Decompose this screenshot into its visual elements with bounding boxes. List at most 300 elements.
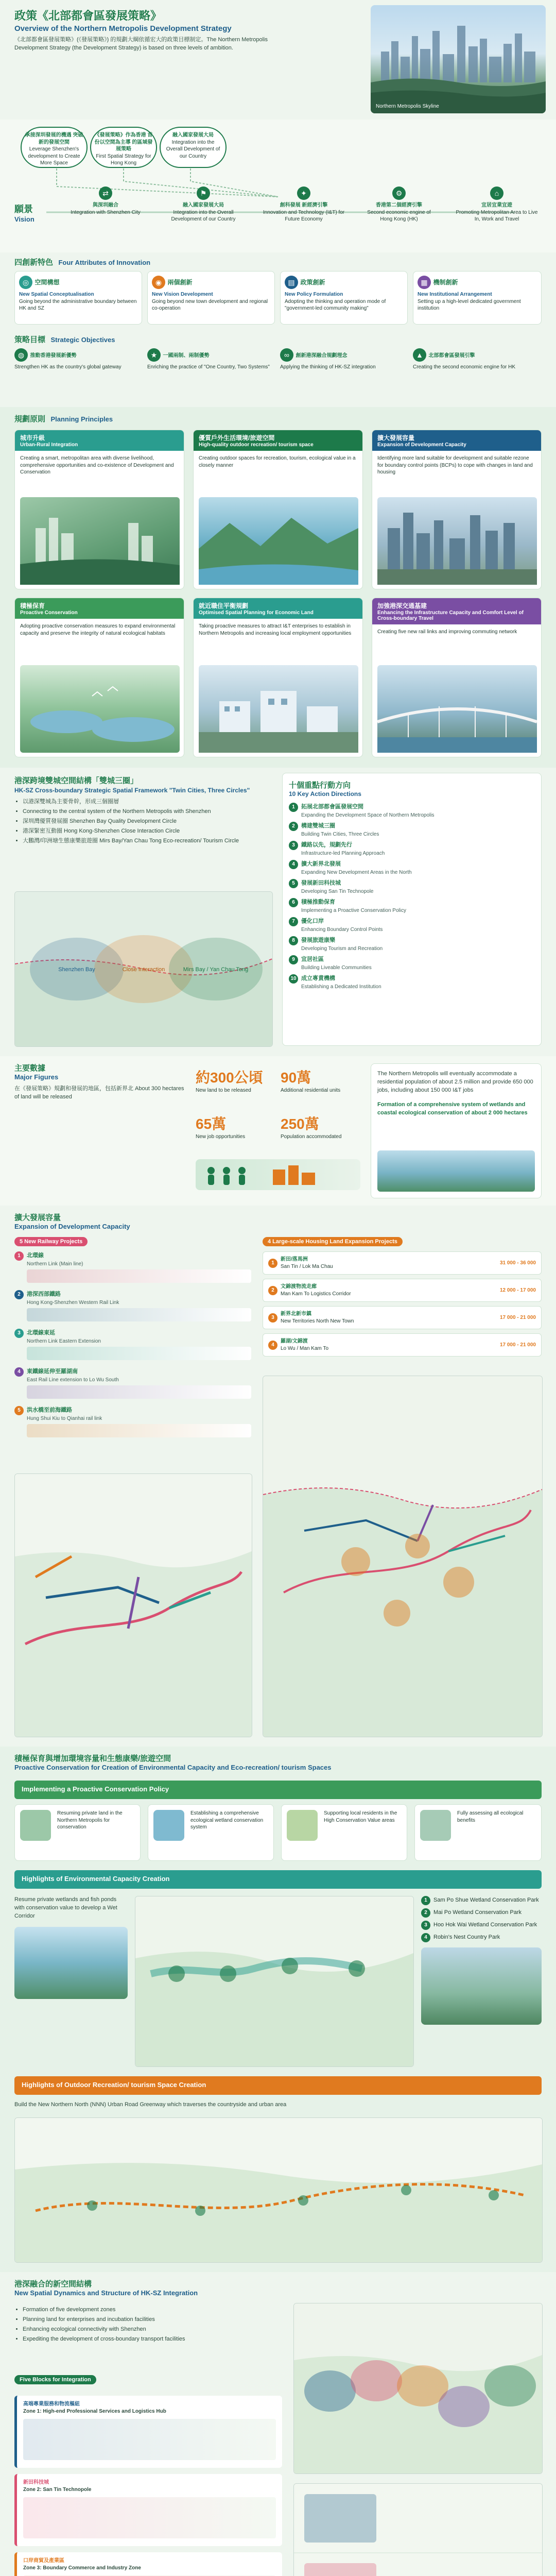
integration-intro-item: • Enhancing ecological connectivity with Shenzhen xyxy=(23,2326,290,2334)
housing-units: 12 000 - 17 000 xyxy=(499,1287,536,1293)
link-icon: ∞ xyxy=(280,348,293,362)
expansion-heading xyxy=(14,1212,130,1230)
vision-item-2-en: Integration into the Overall Development of our Country xyxy=(171,209,236,222)
principle-2-header xyxy=(194,430,362,451)
principle-card-1 xyxy=(14,430,184,589)
principle-6-header xyxy=(372,598,541,624)
zone-cn: 高端專業服務和物流樞紐 xyxy=(23,2401,80,2407)
integration-intro-item: • Formation of five development zones xyxy=(23,2306,290,2314)
rail-en: Northern Link (Main line) xyxy=(27,1261,83,1267)
env-point-2: 2 Mai Po Wetland Conservation Park xyxy=(421,1908,542,1918)
housing-block xyxy=(263,1236,542,1361)
action-cn: 拓展北部都會區發展空間 xyxy=(301,804,363,810)
objective-1-cn: 推動香港發展新優勢 xyxy=(30,353,77,359)
circle-label-3: Mirs Bay / Yan Chau Tong xyxy=(183,967,249,973)
principle-2-desc: Creating outdoor spaces for recreation, tourism, ecological value in a closely manner xyxy=(199,455,356,468)
twin-cities-title-cn: 港深跨境雙城空間結構「雙城三圈」 xyxy=(14,776,138,785)
zone-cn: 新田科技城 xyxy=(23,2480,49,2485)
stat-3 xyxy=(196,1113,273,1141)
objective-4-en: Creating the second economic engine for HK xyxy=(413,364,516,370)
figures-section xyxy=(0,1056,556,1206)
vision-item-5 xyxy=(453,187,541,223)
stat-1 xyxy=(196,1066,273,1094)
rail-number: 2 xyxy=(14,1290,24,1299)
actions-card xyxy=(282,773,542,1046)
actions-list xyxy=(289,803,535,990)
stat-3-value: 65萬 xyxy=(196,1116,227,1132)
housing-title: 4 Large-scale Housing Land Expansion Projects xyxy=(263,1237,403,1246)
home-icon: ⌂ xyxy=(490,187,503,200)
action-item xyxy=(289,955,535,971)
rail-cn: 港深西部鐵路 xyxy=(27,1291,61,1297)
stat-1-label: New land to be released xyxy=(196,1088,251,1093)
attributes-title-cn: 四創新特色 xyxy=(14,258,54,267)
principle-6-desc: Creating five new rail links and improving commuting network xyxy=(377,629,517,635)
conservation-box-3-text: Supporting local residents in the High Conservation Value areas xyxy=(324,1810,397,1823)
engine-icon: ⚙ xyxy=(392,187,406,200)
attribute-4-desc: Setting up a high-level dedicated government institution xyxy=(418,298,521,311)
rail-strip xyxy=(27,1308,251,1321)
circle-label-1: Shenzhen Bay xyxy=(58,967,95,973)
objective-2-en: Enriching the practice of "One Country, Two Systems" xyxy=(147,364,270,370)
housing-number: 3 xyxy=(268,1313,277,1323)
attribute-3-en: New Policy Formulation xyxy=(285,292,343,297)
rail-number: 4 xyxy=(14,1367,24,1377)
attribute-3-cn: 政策創新 xyxy=(300,279,325,286)
env-point-3: 3 Hoo Hok Wai Wetland Conservation Park xyxy=(421,1921,542,1930)
action-number: 4 xyxy=(289,860,298,869)
attribute-3-desc: Adopting the thinking and operation mode of "government-led community making" xyxy=(285,298,386,311)
housing-units: 17 000 - 21 000 xyxy=(499,1314,536,1320)
expansion-section xyxy=(0,1206,556,1747)
rail-strip xyxy=(27,1347,251,1360)
attribute-2-en: New Vision Development xyxy=(152,292,213,297)
conservation-title-cn: 積極保育與增加環境容量和生態康樂/旅遊空間 xyxy=(14,1754,171,1763)
conservation-box-3 xyxy=(281,1804,407,1861)
principle-1-cn: 城市升級 xyxy=(20,434,45,442)
rail-title: 5 New Railway Projects xyxy=(14,1237,88,1246)
attribute-4-cn: 機制創新 xyxy=(433,279,458,286)
rec-map xyxy=(14,2117,543,2263)
integration-map xyxy=(293,2303,543,2474)
action-cn: 構建雙城三圈 xyxy=(301,823,335,829)
conservation-box-2-text: Establishing a comprehensive ecological wetland conservation system xyxy=(190,1810,264,1830)
document-icon: ▤ xyxy=(285,276,298,289)
housing-cn: 文錦渡物流走廊 xyxy=(281,1284,317,1290)
action-item xyxy=(289,822,535,838)
env-point-1-text: Sam Po Shue Wetland Conservation Park xyxy=(433,1897,539,1903)
principle-card-3 xyxy=(372,430,542,589)
stat-2 xyxy=(281,1066,358,1094)
principle-4-cn: 積極保育 xyxy=(20,602,45,609)
figures-right-card xyxy=(371,1063,542,1198)
action-en: Building Twin Cities, Three Circles xyxy=(301,832,379,837)
objective-4-cn: 北部都會區發展引擎 xyxy=(428,353,475,359)
expansion-map xyxy=(263,1376,543,1737)
action-en: Expanding New Development Areas in the North xyxy=(301,870,412,875)
action-number: 7 xyxy=(289,917,298,926)
housing-number: 2 xyxy=(268,1286,277,1295)
figures-stats xyxy=(196,1066,360,1195)
vision-item-2-cn: 融入國家發展大局 xyxy=(183,202,224,208)
objective-3 xyxy=(280,348,408,371)
principle-card-2 xyxy=(193,430,363,589)
principle-1-photo xyxy=(20,497,180,585)
handshake-icon: ⇄ xyxy=(99,187,112,200)
principle-3-en: Expansion of Development Capacity xyxy=(377,442,466,448)
attribute-card-4 xyxy=(413,271,542,325)
objective-1-en: Strengthen HK as the country's global gateway xyxy=(14,364,121,370)
env-point-1: 1 Sam Po Shue Wetland Conservation Park xyxy=(421,1896,542,1905)
zone-en: Zone 3: Boundary Commerce and Industry Zone xyxy=(23,2565,141,2571)
housing-en: San Tin / Lok Ma Chau xyxy=(281,1263,333,1269)
principle-3-desc: Identifying more land suitable for development and suitable rezone for boundary control points (BCPs) to cope with changes in land and housing xyxy=(377,455,533,475)
integration-intro-item: • Expediting the development of cross-boundary transport facilities xyxy=(23,2335,290,2344)
twin-cities-bullet: • 港深緊密互動圈 Hong Kong-Shenzhen Close Interaction Circle xyxy=(23,827,272,836)
action-number: 1 xyxy=(289,803,298,812)
twin-cities-bullet: • 以港深雙城為主要骨幹，形成三個圈層 xyxy=(23,798,272,806)
housing-number: 4 xyxy=(268,1341,277,1350)
integration-intro xyxy=(14,2306,290,2345)
action-cn: 宜居社區 xyxy=(301,956,324,962)
housing-en: New Territories North New Town xyxy=(281,1318,354,1324)
twin-cities-bullet: • Connecting to the central system of the Northern Metropolis with Shenzhen xyxy=(23,808,272,816)
action-cn: 擴大新界北發展 xyxy=(301,861,341,867)
actions-title-en: 10 Key Action Directions xyxy=(289,790,361,798)
framework-section xyxy=(0,768,556,1056)
objective-1 xyxy=(14,348,142,371)
rail-number: 1 xyxy=(14,1251,24,1261)
attribute-1-desc: Going beyond the administrative boundary between HK and SZ xyxy=(19,298,137,311)
housing-en: Lo Wu / Man Kam To xyxy=(281,1345,329,1351)
rail-strip xyxy=(27,1385,251,1399)
vision-bubble-1 xyxy=(21,127,88,168)
rail-item xyxy=(14,1406,251,1437)
vision-item-3 xyxy=(263,187,345,223)
vision-item-5-en: Promoting Metropolitan Area to Live In, Work and Travel xyxy=(456,209,538,222)
action-en: Expanding the Development Space of Northern Metropolis xyxy=(301,812,435,818)
objectives-heading xyxy=(14,334,115,345)
vision-item-3-cn: 創科發展 新經濟引擎 xyxy=(280,202,328,208)
attributes-heading xyxy=(14,257,150,267)
principle-5-cn: 就近職住平衡規劃 xyxy=(199,602,249,609)
principles-heading xyxy=(14,413,113,424)
twin-cities-title-en: HK-SZ Cross-boundary Strategic Spatial Framework "Twin Cities, Three Circles" xyxy=(14,787,250,794)
principle-3-header xyxy=(372,430,541,451)
conservation-box-2-photo xyxy=(153,1810,184,1841)
zones-detail-map xyxy=(293,2483,543,2576)
action-number: 10 xyxy=(289,974,298,984)
objectives-section xyxy=(0,330,556,407)
zone-cn: 口岸商貿及產業區 xyxy=(23,2558,64,2564)
overview-title-cn: 政策《北部都會區發展策略》 xyxy=(14,9,162,22)
rail-map-graphic xyxy=(15,1474,252,1737)
figures-illustration xyxy=(196,1159,360,1190)
principle-6-cn: 加強港深交通基建 xyxy=(377,602,427,609)
conservation-sub3: Highlights of Outdoor Recreation/ tourism Space Creation xyxy=(14,2076,542,2095)
action-item xyxy=(289,879,535,895)
skyline-illustration xyxy=(371,5,546,113)
conservation-box-1 xyxy=(14,1804,141,1861)
vision-item-4 xyxy=(360,187,438,223)
principle-card-6 xyxy=(372,598,542,757)
housing-item xyxy=(263,1306,542,1329)
action-number: 6 xyxy=(289,898,298,907)
attribute-card-2 xyxy=(147,271,275,325)
building-icon: ▦ xyxy=(418,276,431,289)
action-en: Enhancing Boundary Control Points xyxy=(301,927,383,933)
zone-illustration xyxy=(23,2419,276,2460)
hero-caption: Northern Metropolis Skyline xyxy=(376,104,439,109)
expansion-title-cn: 擴大發展容量 xyxy=(14,1213,61,1222)
twin-cities-block xyxy=(14,775,272,847)
principle-4-en: Proactive Conservation xyxy=(20,610,78,616)
env-point-4-text: Robin's Nest Country Park xyxy=(433,1934,500,1940)
housing-item xyxy=(263,1279,542,1302)
objective-4 xyxy=(413,348,542,371)
rail-item xyxy=(14,1329,251,1360)
objective-2-cn: 一國兩制、兩制優勢 xyxy=(163,353,210,359)
housing-cn: 新界北新市鎮 xyxy=(281,1311,311,1317)
vision-item-1 xyxy=(67,187,144,216)
action-item xyxy=(289,974,535,990)
rail-cn: 北環線東延 xyxy=(27,1330,55,1336)
figures-bottom-text: Formation of a comprehensive system of wetlands and coastal ecological conservation of about 2 000 hectares xyxy=(377,1101,528,1116)
vision-item-4-en: Second economic engine of Hong Kong (HK) xyxy=(367,209,431,222)
twin-cities-bullet: • 深圳灣優質發展圈 Shenzhen Bay Quality Development Circle xyxy=(23,818,272,826)
vision-section xyxy=(0,120,556,252)
expansion-map-graphic xyxy=(263,1376,542,1737)
rail-item xyxy=(14,1367,251,1399)
vision-bubble-1-cn: 承接深圳發展的機遇 突破新的發展空間 xyxy=(25,132,83,145)
attribute-2-cn: 兩個創新 xyxy=(167,279,193,286)
principle-6-en: Enhancing the Infrastructure Capacity and Comfort Level of Cross-boundary Travel xyxy=(377,610,524,621)
overview-section xyxy=(0,0,556,120)
conservation-title-en: Proactive Conservation for Creation of Environmental Capacity and Eco-recreation/ tourism Spaces xyxy=(14,1764,332,1771)
rec-text: Build the New Northern North (NNN) Urban Road Greenway which traverses the countryside and urban area xyxy=(14,2102,287,2108)
attribute-1-cn: 空間構想 xyxy=(34,279,60,286)
action-number: 2 xyxy=(289,822,298,831)
action-cn: 成立專責機構 xyxy=(301,975,335,981)
action-cn: 發展新田科技城 xyxy=(301,880,341,886)
zone-card xyxy=(14,2396,282,2468)
action-en: Building Liveable Communities xyxy=(301,965,372,971)
figures-left-text: 在《發展策略》規劃和發展的地區，包括新界北 About 300 hectares of land will be released xyxy=(14,1086,184,1100)
flag-icon: ⚑ xyxy=(197,187,210,200)
hero-skyline-photo xyxy=(371,5,546,113)
housing-item xyxy=(263,1251,542,1275)
integration-map-graphic xyxy=(294,2303,542,2473)
env-map-graphic xyxy=(135,1896,413,2066)
stat-3-label: New job opportunities xyxy=(196,1134,246,1140)
rail-strip xyxy=(27,1269,251,1283)
attributes-title-en: Four Attributes of Innovation xyxy=(58,259,151,266)
action-en: Implementing a Proactive Conservation Policy xyxy=(301,908,406,913)
action-en: Developing Tourism and Recreation xyxy=(301,946,383,952)
economic-land-illustration xyxy=(199,665,358,753)
zone-en: Zone 1: High-end Professional Services and Logistics Hub xyxy=(23,2408,166,2414)
figures-left xyxy=(14,1062,189,1101)
rail-en: Hung Shui Kiu to Qianhai rail link xyxy=(27,1416,102,1421)
attribute-card-1 xyxy=(14,271,142,325)
zone-card xyxy=(14,2474,282,2546)
env-text: Resume private wetlands and fish ponds with conservation value to develop a Wet Corridor xyxy=(14,1896,117,1919)
rail-en: East Rail Line extension to Lo Wu South xyxy=(27,1377,119,1383)
action-item xyxy=(289,803,535,819)
rail-cn: 北環線 xyxy=(27,1252,44,1259)
housing-number: 1 xyxy=(268,1259,277,1268)
action-cn: 積極推動保育 xyxy=(301,899,335,905)
objective-2 xyxy=(147,348,275,371)
vision-bubble-3 xyxy=(160,127,227,168)
env-photo-2 xyxy=(421,1947,542,2025)
stat-2-label: Additional residential units xyxy=(281,1088,341,1093)
principle-5-header xyxy=(194,598,362,619)
housing-item xyxy=(263,1333,542,1357)
action-en: Developing San Tin Technopole xyxy=(301,889,374,894)
action-cn: 優化口岸 xyxy=(301,918,324,924)
lightbulb-icon: ✦ xyxy=(297,187,310,200)
principle-3-cn: 擴大發展容量 xyxy=(377,434,415,442)
wetland-illustration xyxy=(20,665,180,753)
principle-4-header xyxy=(15,598,184,619)
action-item xyxy=(289,841,535,857)
zone-card xyxy=(14,2552,282,2576)
conservation-box-3-photo xyxy=(287,1810,318,1841)
vision-item-1-en: Integration with Shenzhen City xyxy=(71,209,141,215)
vision-item-5-cn: 宜居宜業宜遊 xyxy=(481,202,512,208)
integration-title-cn: 港深融合的新空間結構 xyxy=(14,2280,92,2289)
conservation-box-4-photo xyxy=(420,1810,451,1841)
zones-title: Five Blocks for Integration xyxy=(14,2375,96,2384)
principle-6-photo xyxy=(377,665,537,753)
objectives-title-cn: 策略目標 xyxy=(14,335,46,344)
stat-4-value: 250萬 xyxy=(281,1116,319,1132)
vision-bubble-3-en: Integration into the Overall Development of our Country xyxy=(166,139,220,159)
action-item xyxy=(289,917,535,933)
objective-3-en: Applying the thinking of HK-SZ integration xyxy=(280,364,376,370)
rail-strip xyxy=(27,1424,251,1437)
zone-illustration xyxy=(23,2497,276,2538)
rail-number: 5 xyxy=(14,1406,24,1415)
action-number: 5 xyxy=(289,879,298,888)
twin-cities-bullet: • 大鵬灣/印洲塘生態康樂旅遊圈 Mirs Bay/Yan Chau Tong Eco-recreation/ Tourism Circle xyxy=(23,837,272,845)
principle-4-desc: Adopting proactive conservation measures to expand environmental capacity and preserve the integrity of natural ecological habitats xyxy=(20,623,176,636)
twin-cities-map xyxy=(14,891,273,1047)
env-points xyxy=(421,1896,542,2025)
env-point-4: 4 Robin's Nest Country Park xyxy=(421,1933,542,1942)
twin-cities-map-graphic xyxy=(15,892,272,1046)
vision-bubble-1-en: Leverage Shenzhen's development to Create More Space xyxy=(28,146,80,166)
env-map xyxy=(135,1896,414,2067)
zone-en: Zone 2: San Tin Technopole xyxy=(23,2486,92,2493)
rail-en: Hong Kong-Shenzhen Western Rail Link xyxy=(27,1300,119,1306)
vision-bubble-2-en: First Spatial Strategy for Hong Kong xyxy=(96,153,151,166)
principle-1-en: Urban-Rural Integration xyxy=(20,442,78,448)
principle-1-header xyxy=(15,430,184,451)
overview-body: 《北部都會區發展策略》(《發展策略》) 的規劃大綱依循宏大的政策目標制定。The Northern Metropolis Development Strategy (the Development Strategy) is based on three levels of ambition. xyxy=(14,37,268,51)
action-en: Infrastructure-led Planning Approach xyxy=(301,851,385,856)
figures-title-cn: 主要數據 xyxy=(14,1064,46,1073)
integration-section xyxy=(0,2272,556,2576)
globe-icon: ◍ xyxy=(14,348,28,362)
expansion-title-en: Expansion of Development Capacity xyxy=(14,1223,130,1230)
conservation-box-4 xyxy=(414,1804,542,1861)
stat-1-value: 約300公頃 xyxy=(196,1070,263,1086)
housing-cn: 新田/落馬洲 xyxy=(281,1257,308,1262)
stat-2-value: 90萬 xyxy=(281,1070,311,1086)
integration-title-en: New Spatial Dynamics and Structure of HK-SZ Integration xyxy=(14,2289,198,2297)
actions-title-cn: 十個重點行動方向 xyxy=(289,781,351,790)
vision-label xyxy=(14,202,34,223)
env-point-3-text: Hoo Hok Wai Wetland Conservation Park xyxy=(433,1922,537,1928)
housing-units: 17 000 - 21 000 xyxy=(499,1342,536,1348)
eye-icon: ◉ xyxy=(152,276,165,289)
integration-intro-item: • Planning land for enterprises and incubation facilities xyxy=(23,2316,290,2324)
principle-5-photo xyxy=(199,665,358,753)
principles-title-cn: 規劃原則 xyxy=(14,415,46,423)
twin-cities-bullets xyxy=(14,798,272,845)
rail-item xyxy=(14,1290,251,1321)
objectives-title-en: Strategic Objectives xyxy=(50,336,115,344)
action-item xyxy=(289,860,535,876)
rail-cn: 洪水橋至前海鐵路 xyxy=(27,1407,72,1413)
attribute-2-desc: Going beyond new town development and regional co-operation xyxy=(152,298,268,311)
housing-list xyxy=(263,1251,542,1357)
env-text-block xyxy=(14,1896,128,1999)
vision-item-3-en: Innovation and Technology (I&T) for Future Economy xyxy=(263,209,345,222)
rail-en: Northern Link Eastern Extension xyxy=(27,1338,101,1344)
rail-block xyxy=(14,1236,251,1445)
conservation-sub1: Implementing a Proactive Conservation Policy xyxy=(14,1781,542,1799)
action-number: 3 xyxy=(289,841,298,850)
vision-label-en: Vision xyxy=(14,215,34,223)
zones-list xyxy=(14,2396,282,2576)
objective-3-cn: 創新港深融合規劃理念 xyxy=(296,353,348,359)
housing-units: 31 000 - 36 000 xyxy=(499,1260,536,1266)
vision-label-cn: 願景 xyxy=(14,204,33,214)
conservation-heading xyxy=(14,1753,542,1771)
principle-5-desc: Taking proactive measures to attract I&T enterprises to establish in Northern Metropolis and increasing local employment opportunities xyxy=(199,623,352,636)
principle-2-en: High-quality outdoor recreation/ tourism space xyxy=(199,442,314,448)
principle-2-cn: 優質戶外生活環境/旅遊空間 xyxy=(199,434,275,442)
integration-heading xyxy=(14,2278,542,2297)
map-icon: ◎ xyxy=(19,276,32,289)
principles-title-en: Planning Principles xyxy=(50,415,113,423)
development-illustration xyxy=(377,497,537,585)
vision-item-2 xyxy=(160,187,247,223)
figures-right-text: The Northern Metropolis will eventually accommodate a residential population of about 2.5 million and provide 650 000 jobs, including about 150 000 I&T jobs xyxy=(377,1071,533,1093)
conservation-box-1-photo xyxy=(20,1810,51,1841)
vision-bubble-2-cn: 《發展策略》作為香港 首份以空間為主導 的區域發展策略 xyxy=(94,132,153,152)
rail-number: 3 xyxy=(14,1329,24,1338)
conservation-section xyxy=(0,1747,556,2272)
attributes-section xyxy=(0,252,556,330)
zones-detail-graphic xyxy=(294,2484,542,2576)
overview-title-en: Overview of the Northern Metropolis Development Strategy xyxy=(14,24,232,33)
rocket-icon: ▲ xyxy=(413,348,426,362)
principle-2-photo xyxy=(199,497,358,585)
vision-bubble-3-cn: 融入國家發展大局 xyxy=(172,132,214,138)
principle-5-en: Optimised Spatial Planning for Economic Land xyxy=(199,610,314,616)
vision-bubble-2 xyxy=(90,127,157,168)
action-number: 8 xyxy=(289,936,298,945)
principle-card-5 xyxy=(193,598,363,757)
bridge-illustration xyxy=(377,665,537,753)
rail-list xyxy=(14,1251,251,1437)
urban-rural-illustration xyxy=(20,497,180,585)
action-item xyxy=(289,898,535,914)
